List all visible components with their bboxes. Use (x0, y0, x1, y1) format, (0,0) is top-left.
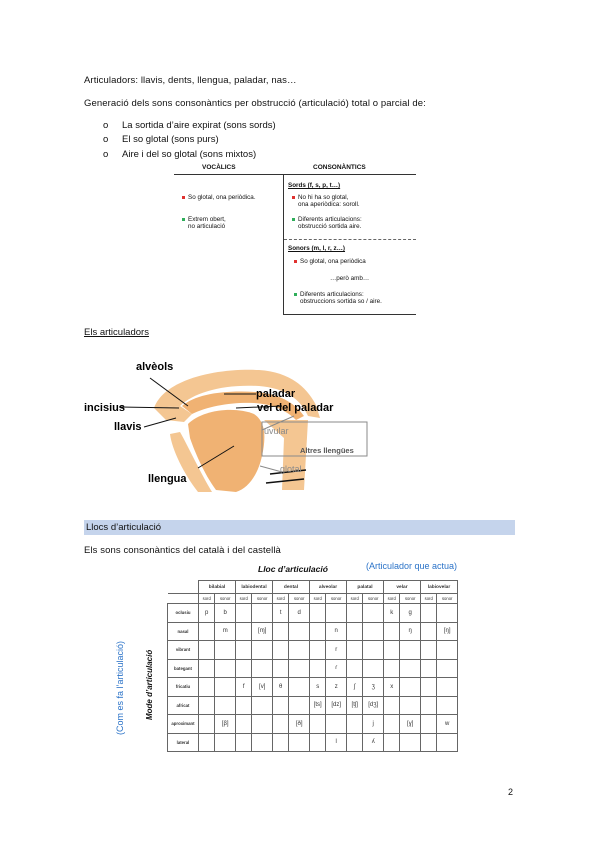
red-dot-icon (182, 196, 185, 199)
consonantics-header: CONSONÀNTICS (313, 164, 366, 171)
table-top-rule (174, 174, 416, 175)
side-note: (Com es fa l’articulació) (115, 640, 125, 735)
vocalic-consonantic-table (174, 164, 416, 315)
lloc-note: (Articulador que actua) (366, 561, 458, 571)
label-paladar: paladar (256, 388, 296, 400)
sonors-item-2: Diferents articulacions: obstruccions sortida so / aire. (294, 291, 382, 305)
intro-line-1: Articuladors: llavis, dents, llengua, paladar, nas… (84, 75, 297, 86)
green-dot-icon (182, 218, 185, 221)
table-column-divider (283, 174, 284, 315)
vocalic-item-2: Extrem obert, no articulació (182, 216, 226, 230)
table-dashed-divider (284, 239, 416, 240)
red-dot-icon (294, 260, 297, 263)
bullet-marker: o (103, 120, 109, 131)
table-row: nasal m [ɱ] n ŋ [ŋ] (168, 622, 458, 641)
col-velar: velar (384, 581, 421, 594)
consonants-table: bilabial labiodental dental alveolar palatal velar labiovelar sord sonor sord sonor sord sonor sord sonor sord sonor sord sonor sord sonor oclusiu p b t d k g nasal m [ɱ] n ŋ [ŋ] vibrant r bategant ɾ fricatiu f [v] θ s z ʃ ʒ x africat [ts] [dz] [tʃ] [dʒ] aproximant [β] [ð] j [ɣ] w lateral l ʎ (167, 580, 458, 752)
table-row: africat [ts] [dz] [tʃ] [dʒ] (168, 696, 458, 715)
sords-item-1: No hi ha so glotal, ona aperiòdica: soroll. (292, 194, 360, 208)
sonors-middle: …però amb… (330, 275, 370, 282)
intro-line-2: Generació dels sons consonàntics per obstrucció (articulació) total o parcial de: (84, 98, 426, 109)
bullet-text: El so glotal (sons purs) (122, 134, 219, 145)
sonors-title: Sonors (m, l, r, z…) (288, 245, 346, 252)
vocalic-item-1: So glotal, ona periòdica. (182, 194, 256, 201)
lloc-title: Lloc d’articulació (258, 564, 328, 574)
bullet-text: La sortida d’aire expirat (sons sords) (122, 120, 276, 131)
label-uvular: uvular (264, 426, 289, 436)
vocal-tract-diagram (84, 350, 384, 500)
col-labiovelar: labiovelar (421, 581, 458, 594)
table-row: fricatiu f [v] θ s z ʃ ʒ x (168, 678, 458, 697)
red-dot-icon (292, 196, 295, 199)
sords-title: Sords (f, s, p, t…) (288, 182, 341, 189)
bullet-marker: o (103, 149, 109, 160)
table-row: oclusiu p b t d k g (168, 604, 458, 623)
table-row: vibrant r (168, 641, 458, 660)
sords-item-2: Diferents articulacions: obstrucció sortida aire. (292, 216, 362, 230)
page-number: 2 (508, 787, 514, 797)
col-palatal: palatal (347, 581, 384, 594)
label-vel-del-paladar: vel del paladar (257, 402, 334, 414)
col-bilabial: bilabial (199, 581, 236, 594)
table-row: aproximant [β] [ð] j [ɣ] w (168, 715, 458, 734)
green-dot-icon (294, 293, 297, 296)
label-altres-llengues: Altres llengües (300, 446, 354, 455)
label-llavis: llavis (114, 421, 142, 433)
side-title: Mode d’articulació (145, 649, 154, 720)
green-dot-icon (292, 218, 295, 221)
label-glotal: glotal (280, 464, 302, 474)
table-row: bategant ɾ (168, 659, 458, 678)
articulators-title: Els articuladors (84, 327, 149, 338)
section-header (84, 520, 515, 535)
bullet-text: Aire i del so glotal (sons mixtos) (122, 149, 257, 160)
sonors-item-1: So glotal, ona periòdica (294, 258, 366, 265)
table-row: lateral l ʎ (168, 733, 458, 752)
bullet-marker: o (103, 134, 109, 145)
label-alveols: alvèols (136, 361, 174, 373)
table-bottom-rule (283, 314, 416, 315)
label-incisius: incisius (84, 402, 125, 414)
vocalics-header: VOCÀLICS (202, 164, 236, 171)
subtitle: Els sons consonàntics del català i del castellà (84, 545, 281, 556)
col-alveolar: alveolar (310, 581, 347, 594)
col-dental: dental (273, 581, 310, 594)
col-labiodental: labiodental (236, 581, 273, 594)
section-title: Llocs d’articulació (86, 522, 161, 533)
label-llengua: llengua (148, 473, 187, 485)
